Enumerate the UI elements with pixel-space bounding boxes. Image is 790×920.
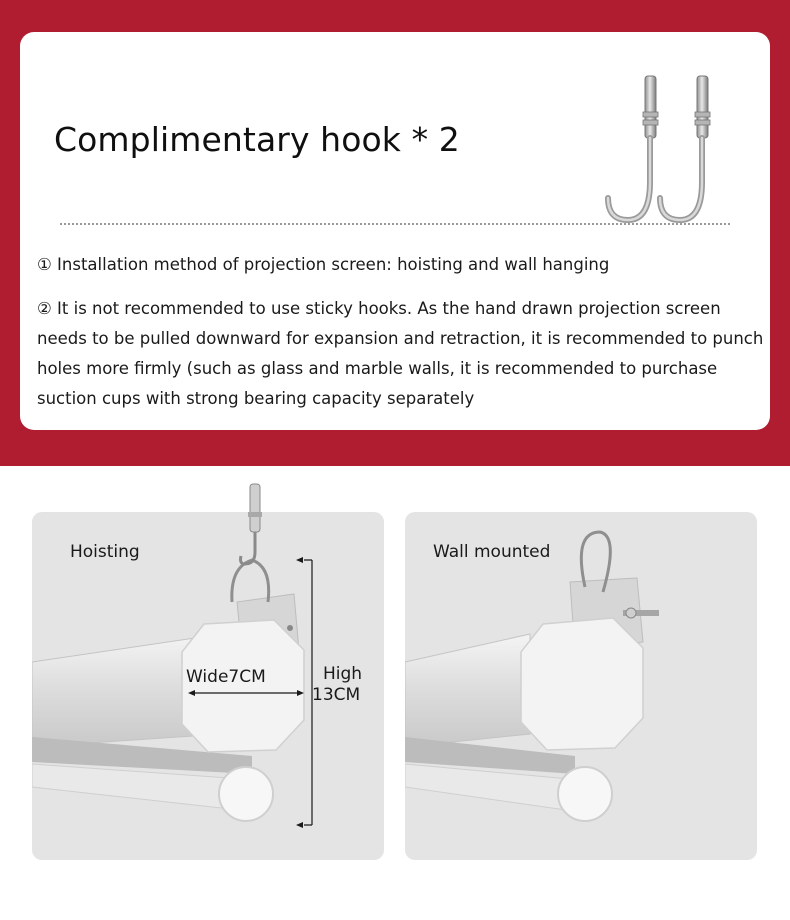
height-dimension-label-line1: High (323, 664, 363, 684)
info-card (20, 32, 770, 430)
note-2: ② It is not recommended to use sticky hooks. As the hand drawn projection screen needs to be pulled downward for expansion and retraction, it is recommended to punch holes more firmly (such as glass and marble walls, it is recommended to purchase suction cups with strong bearing capacity separately (37, 299, 764, 408)
hook-2 (660, 76, 710, 220)
dotted-divider (60, 223, 730, 225)
hoisting-panel (32, 512, 384, 860)
hook-pair-image (590, 70, 740, 230)
note-1: ① Installation method of projection screen: hoisting and wall hanging (37, 255, 610, 274)
hoisting-label: Hoisting (70, 542, 140, 562)
page-title: Complimentary hook * 2 (54, 120, 460, 159)
wall-mounted-panel (405, 512, 757, 860)
height-dimension-label-line2: 13CM (312, 685, 361, 705)
wall-mounted-label: Wall mounted (433, 542, 551, 562)
hook-1 (608, 76, 658, 220)
installation-notes (37, 250, 767, 428)
ceiling-hook-icon (235, 482, 275, 617)
wall-mounted-illustration (405, 512, 757, 860)
width-dimension-label: Wide7CM (186, 667, 266, 687)
